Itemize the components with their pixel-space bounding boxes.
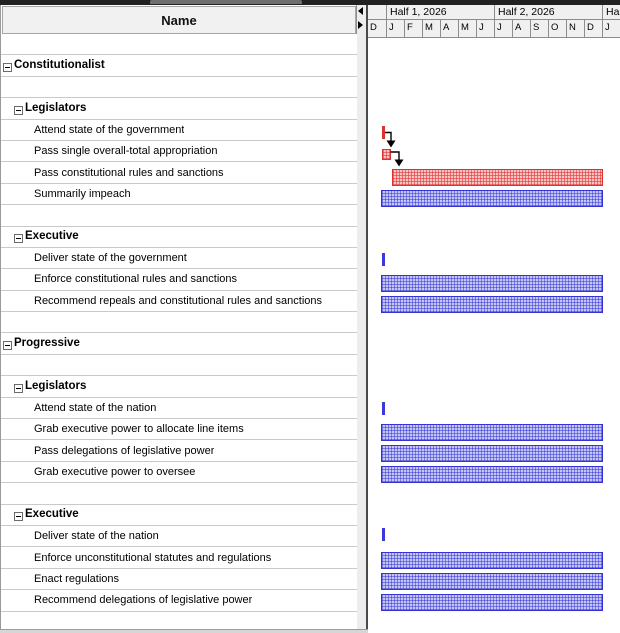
group-row[interactable]: [1, 505, 357, 526]
blank-row: [1, 77, 357, 98]
timeline-month-header: [368, 20, 620, 38]
collapse-left-icon[interactable]: [358, 7, 363, 15]
month-cell: M: [458, 20, 476, 37]
task-row[interactable]: [1, 269, 357, 290]
row-label: Pass constitutional rules and sanctions: [34, 166, 224, 179]
task-rows-container: [1, 34, 357, 629]
row-label: Enforce constitutional rules and sanctions: [34, 273, 238, 286]
row-label: Executive: [1, 230, 79, 243]
month-cell: J: [602, 20, 620, 37]
task-row[interactable]: [1, 184, 357, 205]
task-row[interactable]: [1, 120, 357, 141]
group-row[interactable]: [1, 376, 357, 397]
blank-row: [1, 205, 357, 226]
row-label: Grab executive power to allocate line items: [34, 423, 244, 436]
collapse-minus-icon[interactable]: [3, 341, 12, 350]
task-row[interactable]: [1, 162, 357, 183]
group-row[interactable]: [1, 333, 357, 354]
minus-glyph: [16, 388, 21, 389]
group-row[interactable]: [1, 227, 357, 248]
minus-glyph: [16, 110, 21, 111]
task-row[interactable]: [1, 526, 357, 547]
minus-glyph: [16, 238, 21, 239]
month-cell: O: [548, 20, 566, 37]
task-row[interactable]: [1, 248, 357, 269]
month-cell: J: [476, 20, 494, 37]
collapse-minus-icon[interactable]: [14, 234, 23, 243]
period-cell: Ha: [602, 5, 620, 20]
task-row[interactable]: [1, 419, 357, 440]
minus-glyph: [5, 345, 10, 346]
name-column-header[interactable]: Name: [2, 6, 356, 34]
expand-right-icon[interactable]: [358, 21, 363, 29]
period-cell: Half 2, 2026: [494, 5, 602, 20]
month-cell: A: [512, 20, 530, 37]
minus-glyph: [5, 67, 10, 68]
task-row[interactable]: [1, 590, 357, 611]
row-label: Legislators: [1, 102, 86, 115]
period-cell: Half 1, 2026: [386, 5, 494, 20]
group-row[interactable]: [1, 98, 357, 119]
row-label: Summarily impeach: [34, 187, 131, 200]
task-row[interactable]: [1, 291, 357, 312]
row-label: Pass delegations of legislative power: [34, 444, 215, 457]
task-row[interactable]: [1, 398, 357, 419]
task-row[interactable]: [1, 440, 357, 461]
row-label: Recommend delegations of legislative power: [34, 594, 253, 607]
row-label: Grab executive power to oversee: [34, 466, 196, 478]
toolbar-edge-highlight: [150, 0, 302, 4]
row-label: Enact regulations: [34, 572, 119, 585]
row-label: Pass single overall-total appropriation: [34, 145, 218, 158]
row-label: Attend state of the government: [34, 123, 185, 136]
blank-row: [1, 483, 357, 504]
task-row[interactable]: [1, 141, 357, 162]
task-row[interactable]: [1, 569, 357, 590]
timeline-period-header: [368, 5, 620, 20]
row-label: Progressive: [1, 337, 80, 350]
collapse-minus-icon[interactable]: [14, 384, 23, 393]
task-row[interactable]: [1, 462, 357, 483]
task-table-panel: [0, 5, 357, 633]
collapse-minus-icon[interactable]: [14, 512, 23, 521]
row-label: Deliver state of the nation: [34, 530, 159, 543]
group-row[interactable]: [1, 55, 357, 76]
row-label: Constitutionalist: [1, 59, 105, 72]
timeline-panel: [368, 5, 620, 633]
month-cell: F: [404, 20, 422, 37]
row-label: Legislators: [1, 380, 86, 393]
blank-row: [1, 34, 357, 55]
month-cell: J: [494, 20, 512, 37]
minus-glyph: [16, 516, 21, 517]
month-cell: A: [440, 20, 458, 37]
task-row[interactable]: [1, 547, 357, 568]
row-label: Deliver state of the government: [34, 252, 187, 265]
month-cell: J: [386, 20, 404, 37]
month-cell: M: [422, 20, 440, 37]
collapse-minus-icon[interactable]: [14, 106, 23, 115]
row-label: Attend state of the nation: [34, 401, 157, 414]
month-cell: D: [370, 22, 377, 33]
month-cell: N: [566, 20, 584, 37]
month-cell: S: [530, 20, 548, 37]
row-label: Executive: [1, 508, 79, 521]
row-label: Enforce unconstitutional statutes and regulations: [34, 551, 272, 564]
blank-row: [1, 355, 357, 376]
panel-splitter[interactable]: [357, 5, 368, 633]
collapse-minus-icon[interactable]: [3, 63, 12, 72]
row-label: Recommend repeals and constitutional rules and sanctions: [34, 294, 322, 307]
table-bottom-edge: [0, 629, 368, 633]
blank-row: [1, 312, 357, 333]
month-cell: D: [584, 20, 602, 37]
